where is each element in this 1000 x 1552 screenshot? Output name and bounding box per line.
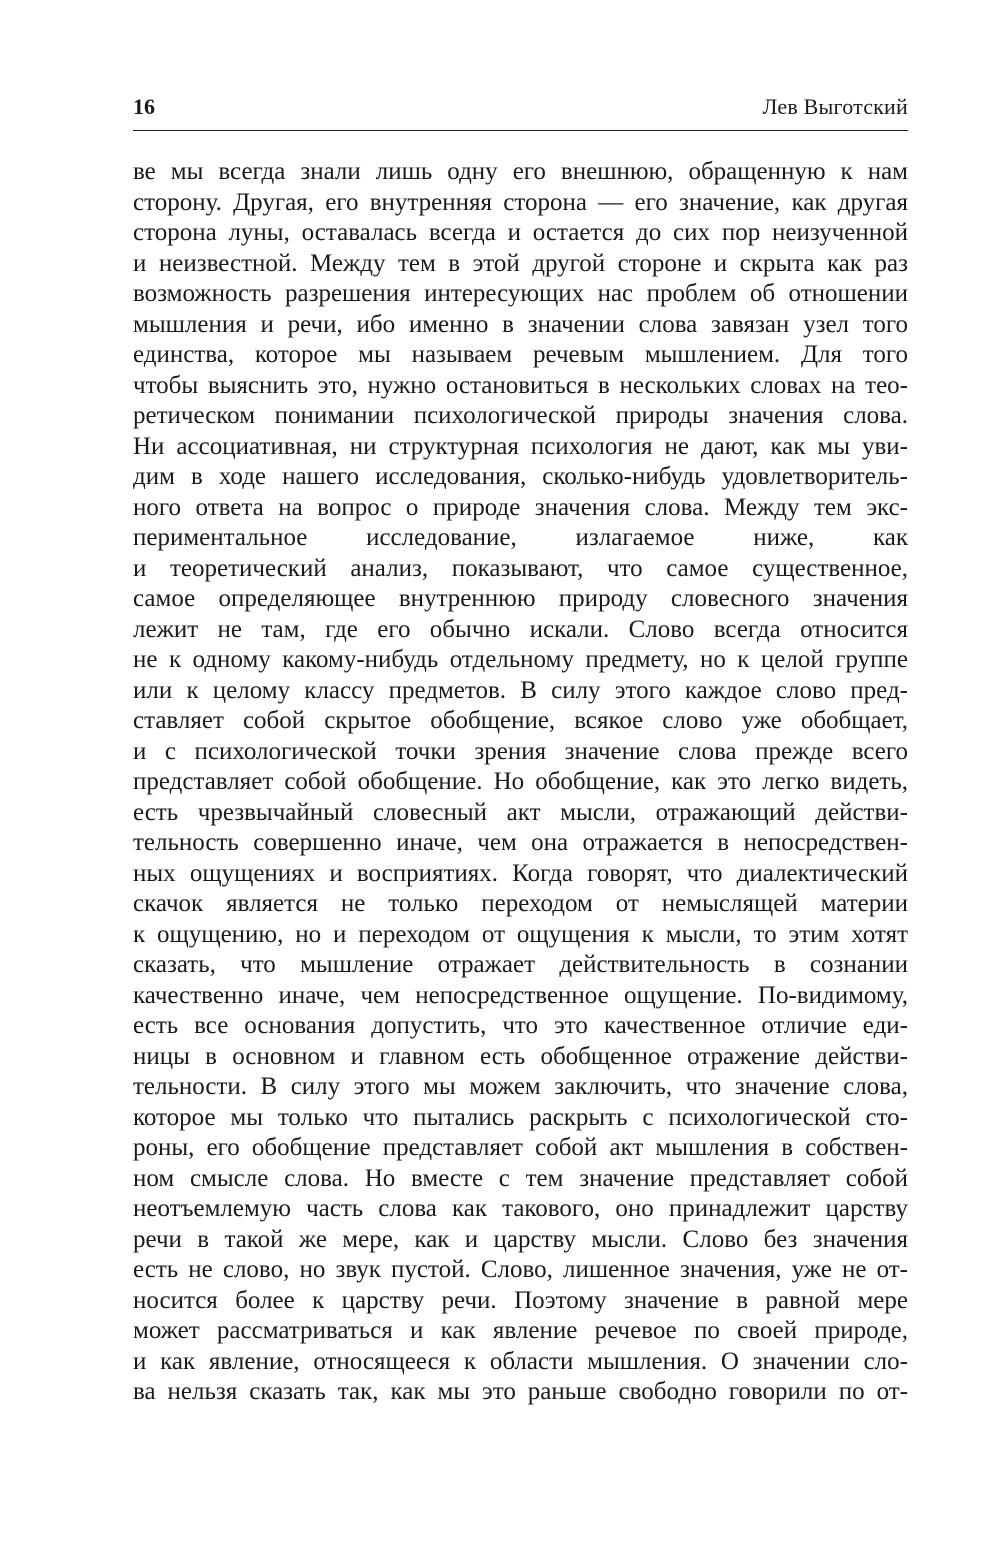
text-line: ных ощущениях и восприятиях. Когда говорят, что диалектический <box>133 859 908 887</box>
text-line: периментальное исследование, излагаемое ниже, как <box>133 524 908 551</box>
text-line: не к одному какому-нибудь отдельному предмету, но к целой группе <box>133 646 908 673</box>
text-line: и неизвестной. Между тем в этой другой стороне и скрыта как раз <box>133 249 908 277</box>
text-line: единства, которое мы называем речевым мышлением. Для того <box>133 341 908 368</box>
text-line: представляет собой обобщение. Но обобщение, как это легко видеть, <box>133 768 908 795</box>
text-line: роны, его обобщение представляет собой акт мышления в собствен- <box>133 1134 908 1161</box>
text-line: сказать, что мышление отражает действительность в сознании <box>133 951 908 978</box>
text-line: самое определяющее внутреннюю природу словесного значения <box>133 585 908 612</box>
text-line: чтобы выяснить это, нужно остановиться в нескольких словах на тео- <box>133 371 908 399</box>
text-line: которое мы только что пытались раскрыть с психологической сто- <box>133 1103 908 1131</box>
text-line: мышления и речи, ибо именно в значении слова завязан узел того <box>133 310 908 338</box>
header-rule <box>133 130 908 131</box>
text-line: дим в ходе нашего исследования, сколько-нибудь удовлетворитель- <box>133 463 908 490</box>
text-line: тельности. В силу этого мы можем заключить, что значение слова, <box>133 1073 908 1100</box>
text-line: качественно иначе, чем непосредственное ощущение. По-видимому, <box>133 981 908 1009</box>
text-line: и с психологической точки зрения значение слова прежде всего <box>133 737 908 765</box>
text-line: сторона луны, оставалась всегда и остается до сих пор неизученной <box>133 219 908 246</box>
text-line: тельность совершенно иначе, чем она отражается в непосредствен- <box>133 829 908 856</box>
text-line: есть не слово, но звук пустой. Слово, лишенное значения, уже не от- <box>133 1256 908 1283</box>
text-line: ве мы всегда знали лишь одну его внешнюю, обращенную к нам <box>133 158 908 185</box>
text-line: к ощущению, но и переходом от ощущения к мысли, то этим хотят <box>133 920 908 948</box>
text-line: может рассматриваться и как явление речевое по своей природе, <box>133 1317 908 1344</box>
text-line: есть все основания допустить, что это качественное отличие еди- <box>133 1012 908 1039</box>
text-line: лежит не там, где его обычно искали. Слово всегда относится <box>133 615 908 643</box>
text-line: сторону. Другая, его внутренняя сторона — его значение, как другая <box>133 188 908 216</box>
text-line: Ни ассоциативная, ни структурная психология не дают, как мы уви- <box>133 432 908 460</box>
text-line: ницы в основном и главном есть обобщенное отражение действи- <box>133 1042 908 1070</box>
text-line: возможность разрешения интересующих нас проблем об отношении <box>133 280 908 307</box>
text-line: ного ответа на вопрос о природе значения слова. Между тем экс- <box>133 493 908 521</box>
text-line: речи в такой же мере, как и царству мысли. Слово без значения <box>133 1225 908 1253</box>
text-line: есть чрезвычайный словесный акт мысли, отражающий действи- <box>133 798 908 826</box>
text-line: ва нельзя сказать так, как мы это раньше свободно говорили по от- <box>133 1378 908 1405</box>
text-line: скачок является не только переходом от немыслящей материи <box>133 890 908 917</box>
text-line: носится более к царству речи. Поэтому значение в равной мере <box>133 1286 908 1314</box>
running-head <box>133 92 908 122</box>
text-line: или к целому классу предметов. В силу этого каждое слово пред- <box>133 676 908 704</box>
page-number: 16 <box>133 94 155 119</box>
text-line: ном смысле слова. Но вместе с тем значение представляет собой <box>133 1164 908 1192</box>
text-line: и теоретический анализ, показывают, что самое существенное, <box>133 554 908 582</box>
text-line: неотъемлемую часть слова как такового, оно принадлежит царству <box>133 1195 908 1222</box>
running-title: Лев Выготский <box>762 94 908 119</box>
text-line: ставляет собой скрытое обобщение, всякое слово уже обобщает, <box>133 707 908 734</box>
text-line: ретическом понимании психологической природы значения слова. <box>133 402 908 429</box>
body-paragraph <box>133 157 908 1408</box>
text-line: и как явление, относящееся к области мышления. О значении сло- <box>133 1347 908 1375</box>
